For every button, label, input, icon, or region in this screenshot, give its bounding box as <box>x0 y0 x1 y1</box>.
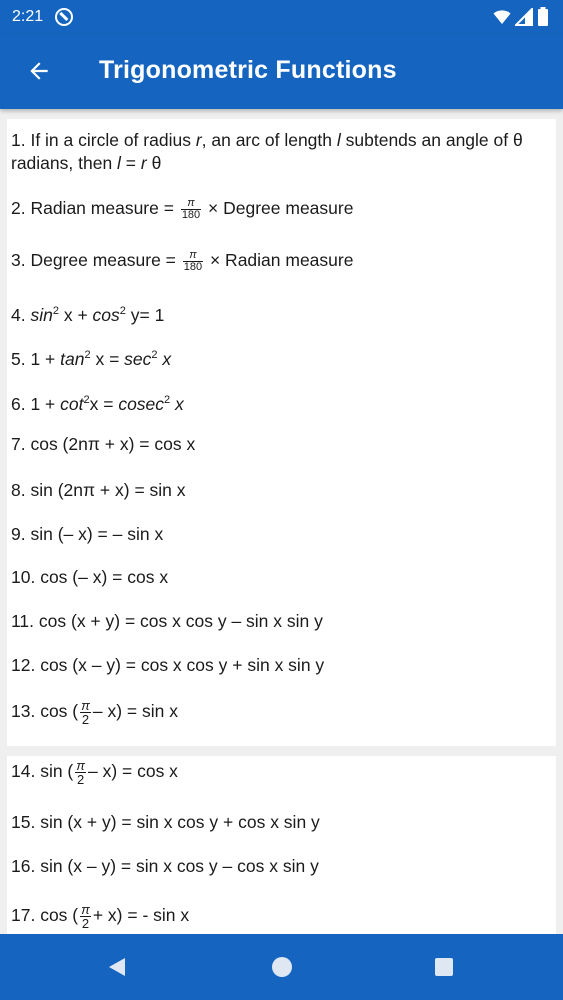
formula-16: 16. sin (x – y) = sin x cos y – cos x sin y <box>11 856 319 876</box>
formula-2: 2. Radian measure = $\frac{\pi}{180}$ × Degree measure <box>11 196 354 221</box>
wifi-icon <box>493 9 511 25</box>
status-bar <box>0 0 563 34</box>
formula-card <box>7 756 556 936</box>
formula-10: 10. cos (– x) = cos x <box>11 567 169 587</box>
formula-3: 3. Degree measure = $\frac{\pi}{180}$ × Radian measure <box>11 248 354 273</box>
signal-icon <box>515 8 533 26</box>
fraction: $\frac{\pi}{180}$ <box>183 248 203 273</box>
formula-5: 5. $1 + \tan^2 x = \sec^2 x$ <box>11 349 172 369</box>
arrow-back-icon <box>26 58 52 84</box>
formula-card <box>7 119 556 746</box>
formula-7: 7. cos (2nπ + x) = cos x <box>11 434 196 454</box>
formula-8: 8. sin (2nπ + x) = sin x <box>11 480 186 500</box>
formula-13: 13. cos ( $\frac{\pi}{2}$ – x) = sin x <box>11 698 178 727</box>
nav-home-circle-icon[interactable] <box>270 955 294 979</box>
formula-15: 15. sin (x + y) = sin x cos y + cos x sin y <box>11 812 320 832</box>
app-bar <box>0 34 563 109</box>
formula-14: 14. sin ( $\frac{\pi}{2}$ – x) = cos x <box>11 758 178 787</box>
status-time: 2:21 <box>12 8 44 25</box>
battery-icon <box>537 7 549 26</box>
back-button[interactable] <box>20 52 58 90</box>
fraction: $\frac{\pi}{2}$ <box>76 758 85 787</box>
formula-17: 17. cos ( $\frac{\pi}{2}$ + x) = - sin x <box>11 902 190 931</box>
fraction: $\frac{\pi}{2}$ <box>81 902 90 931</box>
fraction: $\frac{\pi}{180}$ <box>181 196 201 221</box>
formula-9: 9. sin (– x) = – sin x <box>11 524 164 544</box>
formula-6: 6. $1 + \cot^2x = cosec^2$ x <box>11 394 184 414</box>
fraction: $\frac{\pi}{2}$ <box>81 698 90 727</box>
nav-recents-square-icon[interactable] <box>432 955 456 979</box>
page-title: Trigonometric Functions <box>99 56 397 84</box>
formula-12: 12. cos (x – y) = cos x cos y + sin x sin y <box>11 655 325 675</box>
formula-4: 4. $\sin^2 x + \cos^2 y= 1$ <box>11 305 165 325</box>
status-icons <box>493 7 549 26</box>
formula-11: 11. cos (x + y) = cos x cos y – sin x sin y <box>11 611 323 631</box>
app-notification-icon <box>55 8 73 26</box>
nav-back-triangle-icon[interactable] <box>105 955 129 979</box>
formula-1: 1. If in a circle of radius r, an arc of length l subtends an angle of θ radians, then l = r θ <box>11 130 523 173</box>
system-nav-bar <box>0 934 563 1000</box>
